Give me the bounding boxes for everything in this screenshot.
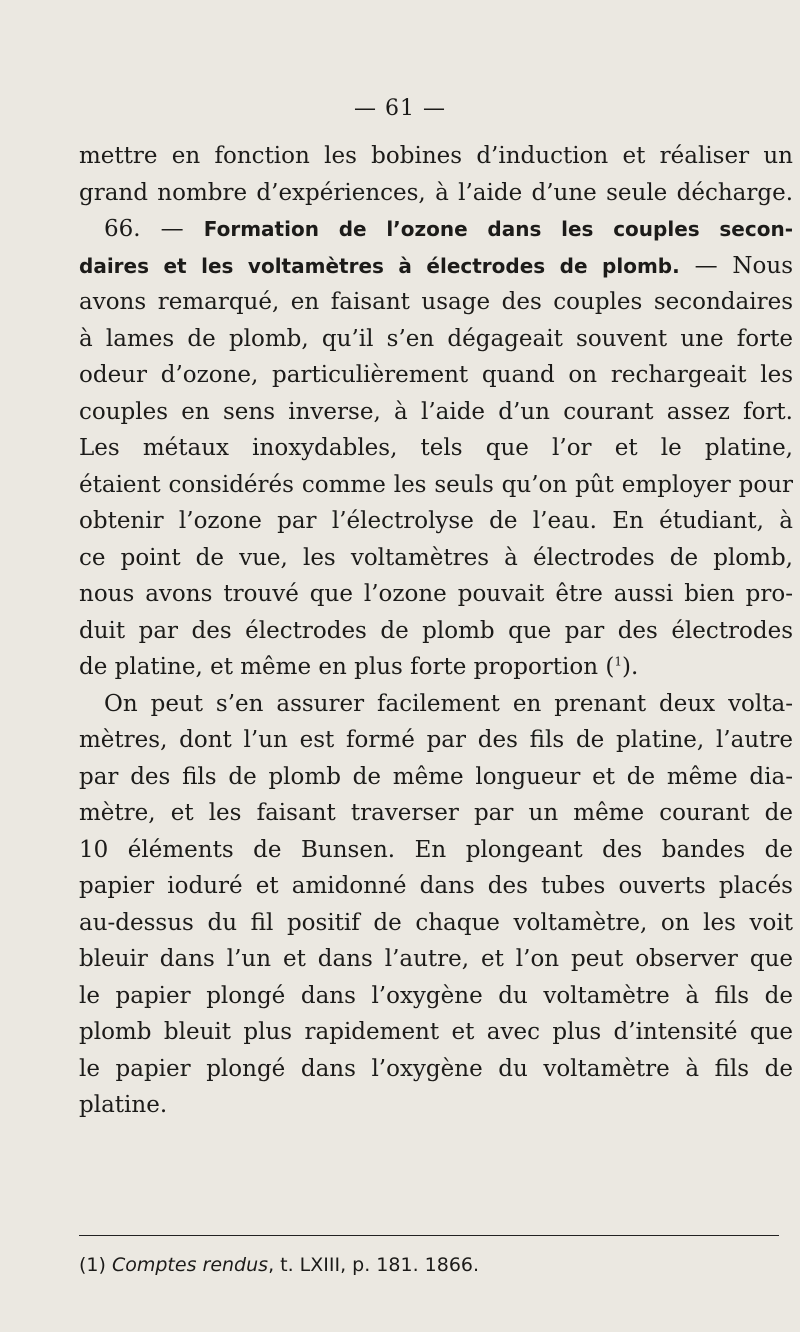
- text-run: ).: [621, 654, 639, 680]
- footnote-marker: (1): [79, 1254, 106, 1276]
- section-heading-cont: daires et les voltamètres à électrodes de plomb.: [79, 253, 680, 278]
- text-line: bleuir dans l’un et dans l’autre, et l’on peut observer que: [79, 946, 793, 972]
- text-line: avons remarqué, en faisant usage des couples secondaires: [79, 289, 793, 315]
- text-line: étaient considérés comme les seuls qu’on pût employer pour: [79, 471, 793, 498]
- text-line: [79, 649, 793, 686]
- body-text: [79, 138, 793, 1124]
- text-line: mètres, dont l’un est formé par des fils de platine, l’autre: [79, 727, 793, 753]
- text-line: odeur d’ozone, particulièrement quand on rechargeait les: [79, 362, 793, 388]
- text-line: plomb bleuit plus rapidement et avec plus d’intensité que: [79, 1019, 793, 1045]
- text-line: papier ioduré et amidonné dans des tubes ouverts placés: [79, 873, 793, 899]
- text-line: Les métaux inoxydables, tels que l’or et le platine,: [79, 435, 793, 461]
- text-line: On peut s’en assurer facilement en prenant deux volta-: [104, 690, 793, 717]
- text-line: mètre, et les faisant traverser par un même courant de: [79, 800, 793, 826]
- footnote-details: , t. LXIII, p. 181. 1866.: [268, 1254, 480, 1276]
- text-line: couples en sens inverse, à l’aide d’un courant assez fort.: [79, 398, 793, 425]
- section-number: 66. —: [104, 216, 184, 242]
- text-line: grand nombre d’expériences, à l’aide d’une seule décharge.: [79, 179, 793, 206]
- section-heading-line: [79, 248, 793, 285]
- text-line: nous avons trouvé que l’ozone pouvait être aussi bien pro-: [79, 581, 793, 607]
- text-line: obtenir l’ozone par l’électrolyse de l’eau. En étudiant, à: [79, 508, 793, 534]
- text-line: au-dessus du fil positif de chaque voltamètre, on les voit: [79, 909, 793, 936]
- text-line: platine.: [79, 1092, 168, 1118]
- text-line: duit par des électrodes de plomb que par des électrodes: [79, 617, 793, 644]
- text-run: — Nous: [694, 252, 793, 279]
- text-line: le papier plongé dans l’oxygène du voltamètre à fils de: [79, 982, 793, 1009]
- footnote: [79, 1254, 479, 1276]
- text-line: par des fils de plomb de même longueur et de même dia-: [79, 763, 793, 790]
- text-line: à lames de plomb, qu’il s’en dégageait souvent une forte: [79, 325, 793, 352]
- text-line: mettre en fonction les bobines d’induction et réaliser un: [79, 143, 793, 169]
- section-heading: Formation de l’ozone dans les couples secon-: [203, 217, 794, 241]
- footnote-reference[interactable]: 1: [614, 654, 622, 669]
- text-line: le papier plongé dans l’oxygène du voltamètre à fils de: [79, 1055, 793, 1082]
- text-line: ce point de vue, les voltamètres à électrodes de plomb,: [79, 544, 793, 571]
- text-run: de platine, et même en plus forte proportion (: [79, 654, 615, 680]
- page-number: — 61 —: [354, 96, 446, 121]
- section-heading-line: [79, 211, 793, 248]
- text-line: 10 éléments de Bunsen. En plongeant des bandes de: [79, 836, 793, 863]
- footnote-divider: [79, 1235, 779, 1236]
- footnote-source: Comptes rendus: [111, 1254, 269, 1276]
